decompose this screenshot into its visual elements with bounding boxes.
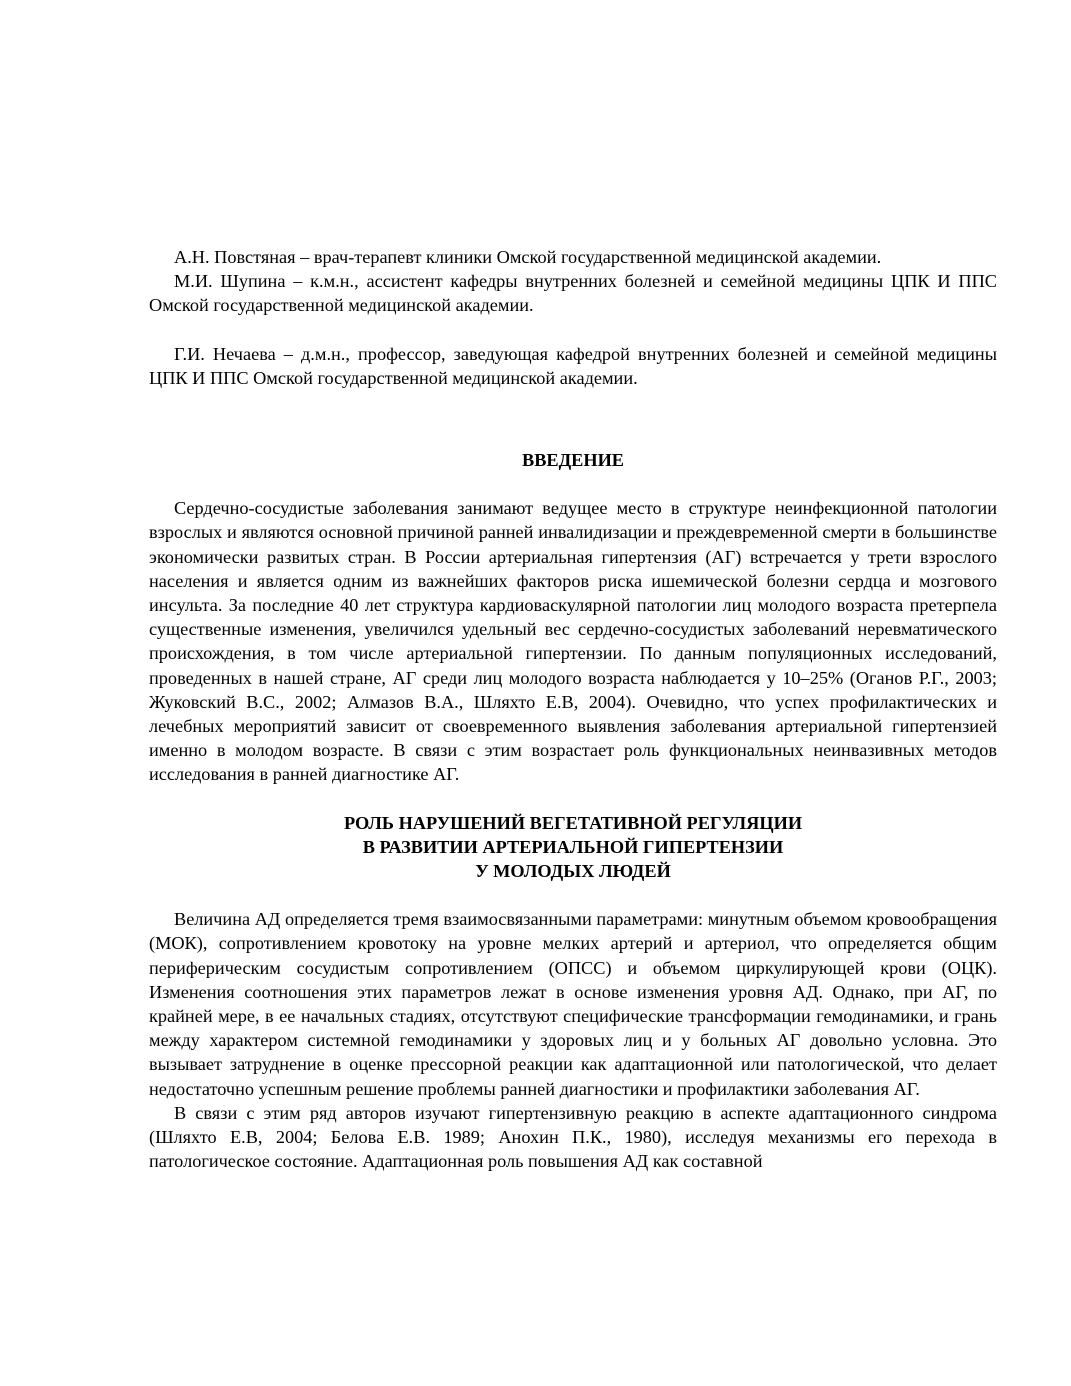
role-paragraph-2: В связи с этим ряд авторов изучают гипертензивную реакцию в аспекте адаптационного синдрома (Шляхто Е.В, 2004; Белова Е.В. 1989; Анохин П.К., 1980), исследуя механизмы его перехода в патологическое состояние. Адаптационная роль повышения АД как составной (149, 1102, 997, 1172)
spacer (149, 318, 997, 342)
role-heading-line-3: У МОЛОДЫХ ЛЮДЕЙ (475, 861, 671, 882)
role-heading-line-2: В РАЗВИТИИ АРТЕРИАЛЬНОЙ ГИПЕРТЕНЗИИ (362, 836, 784, 857)
role-heading-line-1: РОЛЬ НАРУШЕНИЙ ВЕГЕТАТИВНОЙ РЕГУЛЯЦИИ (343, 812, 803, 833)
author-nechaeva: Г.И. Нечаева – д.м.н., профессор, заведующая кафедрой внутренних болезней и семейной медицины ЦПК И ППС Омской государственной медицинской академии. (149, 343, 997, 388)
document-page (149, 245, 997, 1174)
spacer (149, 390, 997, 448)
role-section-heading (149, 811, 997, 884)
author-povstyanaya: А.Н. Повстяная – врач-терапевт клиники Омской государственной медицинской академии. (174, 247, 882, 267)
author-shupina: М.И. Шупина – к.м.н., ассистент кафедры внутренних болезней и семейной медицины ЦПК И ППС Омской государственной медицинской академии. (149, 271, 997, 316)
intro-paragraph: Сердечно-сосудистые заболевания занимают ведущее место в структуре неинфекционной патологии взрослых и являются основной причиной ранней инвалидизации и преждевременной смерти в большинстве экономически развитых стран. В России артериальная гипертензия (АГ) встречается у трети взрослого населения и является одним из важнейших факторов риска ишемической болезни сердца и мозгового инсульта. За последние 40 лет структура кардиоваскулярной патологии лиц молодого возраста претерпела существенные изменения, увеличился удельный вес сердечно-сосудистых заболеваний неревматического происхождения, в том числе артериальной гипертензии. По данным популяционных исследований, проведенных в нашей стране, АГ среди лиц молодого возраста наблюдается у 10–25% (Оганов Р.Г., 2003; Жуковский В.С., 2002; Алмазов В.А., Шляхто Е.В, 2004). Очевидно, что успех профилактических и лечебных мероприятий зависит от своевременного выявления заболевания артериальной гипертензией именно в молодом возрасте. В связи с этим возрастает роль функциональных неинвазивных методов исследования в ранней диагностике АГ. (149, 498, 997, 785)
intro-heading: ВВЕДЕНИЕ (522, 450, 624, 471)
role-paragraph-1: Величина АД определяется тремя взаимосвязанными параметрами: минутным объемом кровообращения (МОК), сопротивлением кровотоку на уровне мелких артерий и артериол, что определяется общим периферическим сосудистым сопротивлением (ОПСС) и объемом циркулирующей крови (ОЦК). Изменения соотношения этих параметров лежат в основе изменения уровня АД. Однако, при АГ, по крайней мере, в ее начальных стадиях, отсутствуют специфические трансформации гемодинамики, и грань между характером системной гемодинамики у здоровых лиц и у больных АГ довольно условна. Это вызывает затруднение в оценке прессорной реакции как адаптационной или патологической, что делает недостаточно успешным решение проблемы ранней диагностики и профилактики заболевания АГ. (149, 909, 997, 1099)
